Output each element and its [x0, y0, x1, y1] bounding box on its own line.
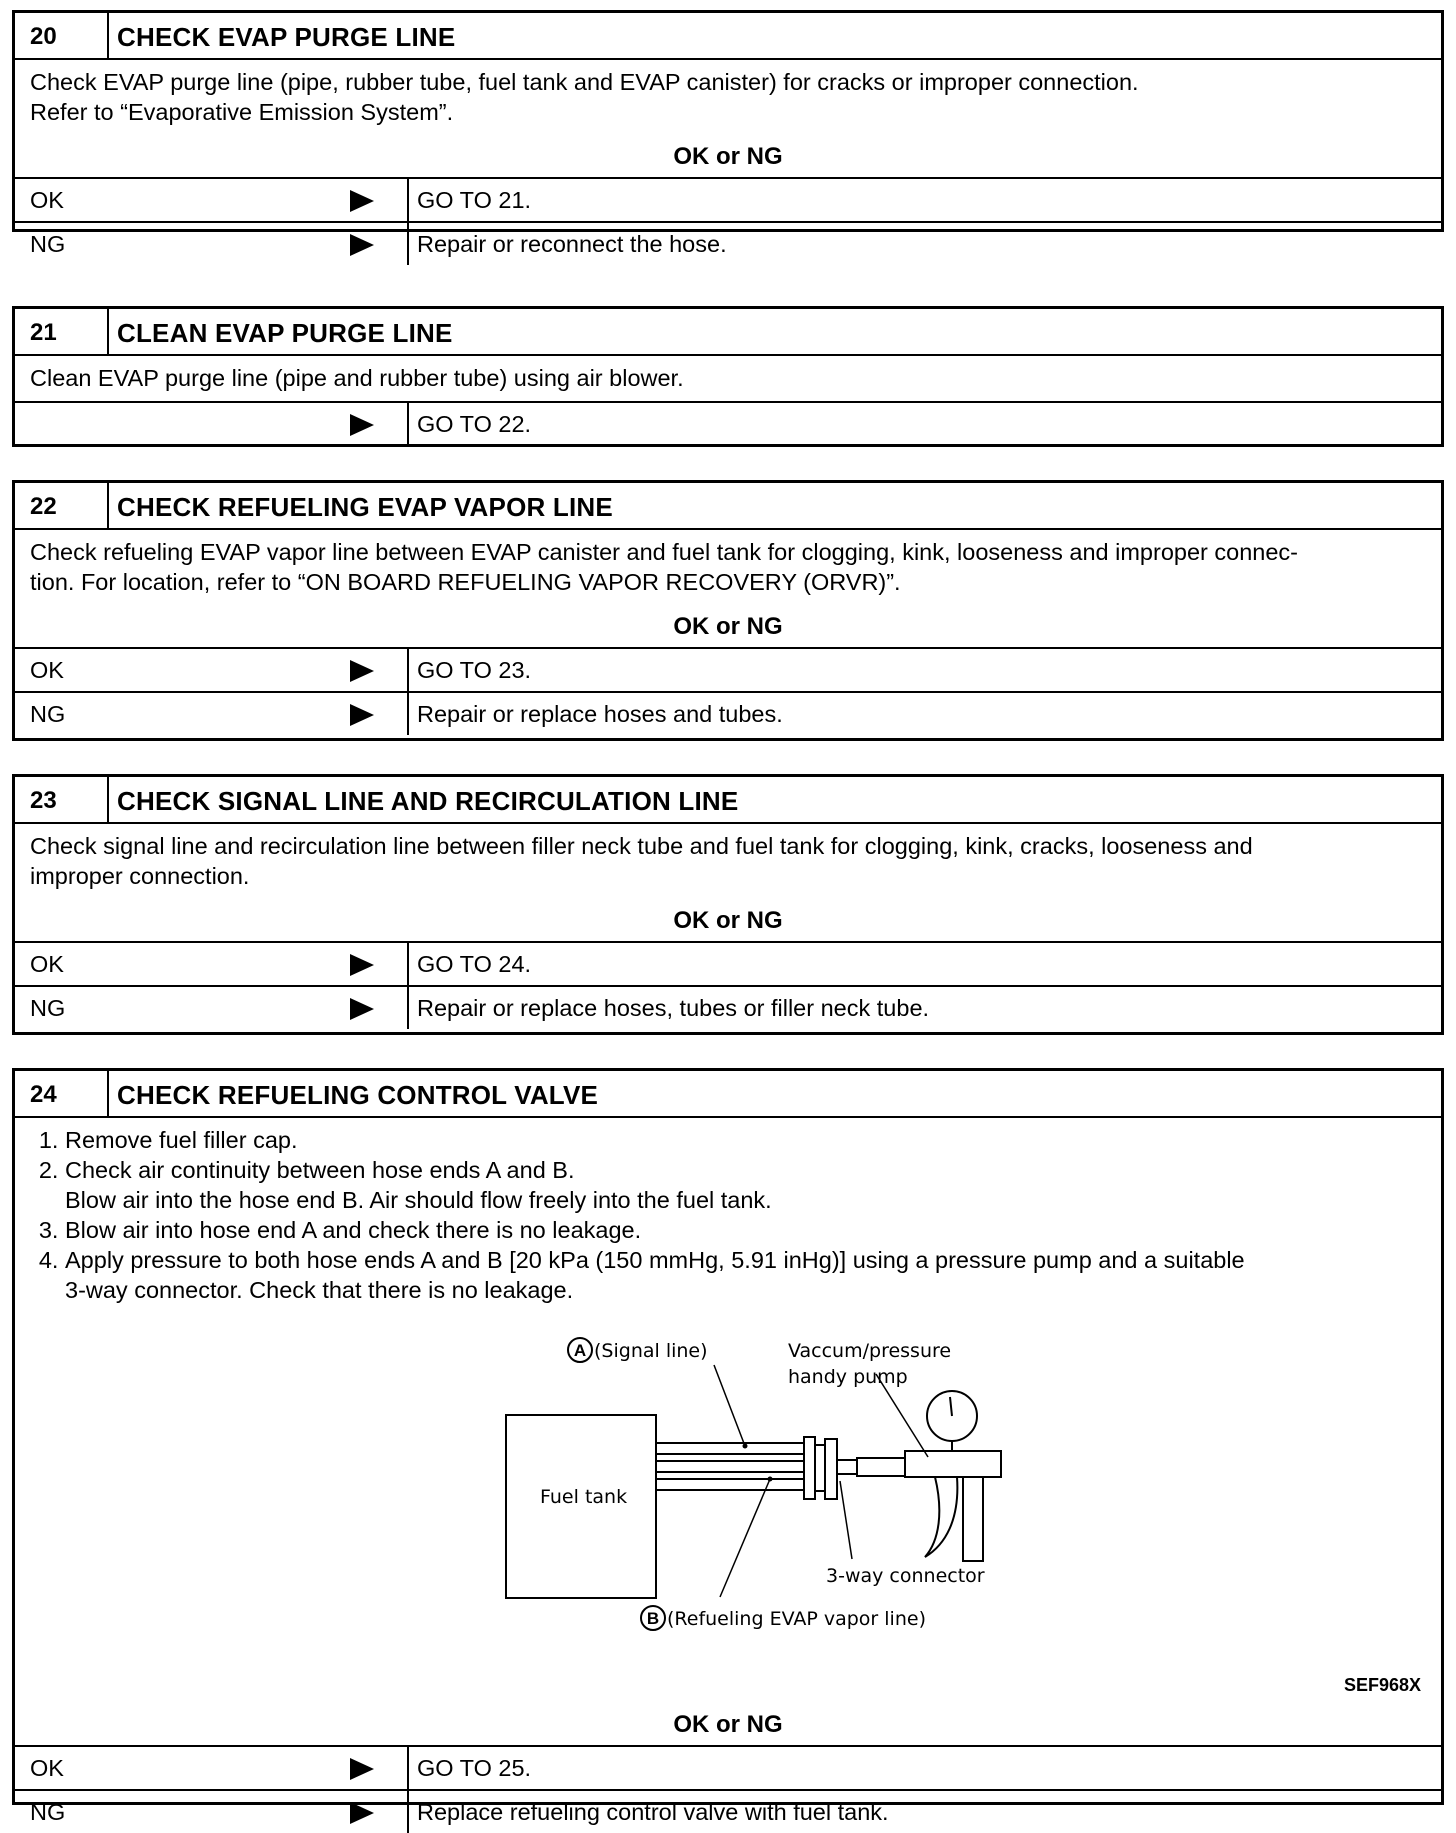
- arrow-right-icon: [350, 234, 374, 256]
- diagram-drawing: [30, 1305, 1430, 1695]
- pump-label-line1: Vaccum/pressure: [788, 1340, 952, 1362]
- list-item-text: Blow air into the hose end B. Air should flow freely into the fuel tank.: [65, 1187, 772, 1213]
- list-item: [65, 1155, 1427, 1215]
- signal-line-label: (Signal line): [594, 1340, 708, 1362]
- result-row-ng: [15, 221, 1441, 265]
- step-header: [15, 309, 1441, 356]
- step-22: [12, 480, 1444, 741]
- ok-or-ng-label: OK or NG: [673, 143, 783, 170]
- result-label: NG: [30, 231, 66, 257]
- list-item: 3. Blow air into hose end A and check there is no leakage.: [65, 1215, 1427, 1245]
- step-body: [15, 60, 1441, 135]
- list-item-text: Check air continuity between hose ends A and B.: [65, 1157, 575, 1183]
- result-row-ng: [15, 1789, 1441, 1833]
- arrow-right-icon: [350, 704, 374, 726]
- vapor-line-label: (Refueling EVAP vapor line): [667, 1608, 926, 1630]
- marker-a-letter: A: [573, 1341, 587, 1360]
- fuel-tank-label: Fuel tank: [540, 1486, 628, 1508]
- result-row-ok: [15, 1745, 1441, 1789]
- step-number: 22: [15, 483, 109, 528]
- result-label: OK: [30, 951, 64, 977]
- body-line: Check EVAP purge line (pipe, rubber tube, fuel tank and EVAP canister) for cracks or improper connection.: [30, 69, 1139, 95]
- step-number: 23: [15, 777, 109, 822]
- result-action: Repair or replace hoses, tubes or filler neck tube.: [417, 995, 930, 1021]
- result-row: [15, 401, 1441, 445]
- body-line: improper connection.: [30, 863, 250, 889]
- step-body: [15, 1118, 1441, 1703]
- result-row-ok: [15, 647, 1441, 691]
- step-header: [15, 483, 1441, 530]
- three-way-connector-shape: [804, 1437, 857, 1499]
- step-header: [15, 1071, 1441, 1118]
- arrow-right-icon: [350, 998, 374, 1020]
- pump-tube: [857, 1458, 905, 1476]
- result-action: Replace refueling control valve with fuel tank.: [417, 1799, 889, 1825]
- step-title: CLEAN EVAP PURGE LINE: [117, 318, 453, 348]
- body-line: Check refueling EVAP vapor line between EVAP canister and fuel tank for clogging, kink, looseness and improper connec-: [30, 539, 1298, 565]
- result-label: OK: [30, 1755, 64, 1781]
- step-body: [15, 356, 1441, 401]
- refueling-valve-diagram: [30, 1305, 1427, 1695]
- step-title: CHECK SIGNAL LINE AND RECIRCULATION LINE: [117, 786, 739, 816]
- result-label: NG: [30, 1799, 66, 1825]
- ok-or-ng-label: OK or NG: [673, 1711, 783, 1738]
- list-item-text: Apply pressure to both hose ends A and B [20 kPa (150 mmHg, 5.91 inHg)] using a pressure pump and a suitable: [65, 1247, 1245, 1273]
- step-title: CHECK EVAP PURGE LINE: [117, 22, 456, 52]
- body-line: Check signal line and recirculation line between filler neck tube and fuel tank for clogging, kink, cracks, looseness and: [30, 833, 1253, 859]
- step-21: [12, 306, 1444, 447]
- step-title: CHECK REFUELING CONTROL VALVE: [117, 1080, 599, 1110]
- arrow-right-icon: [350, 954, 374, 976]
- hose-lines: [656, 1443, 804, 1490]
- result-action: GO TO 22.: [417, 411, 532, 437]
- leader-lines: [714, 1365, 928, 1597]
- connector-label: 3-way connector: [826, 1565, 985, 1587]
- arrow-right-icon: [350, 414, 374, 436]
- result-row-ok: [15, 177, 1441, 221]
- arrow-right-icon: [350, 1802, 374, 1824]
- step-body: [15, 824, 1441, 899]
- result-action: GO TO 25.: [417, 1755, 532, 1781]
- result-row-ok: [15, 941, 1441, 985]
- ok-or-ng-label: OK or NG: [673, 907, 783, 934]
- procedure-list: [30, 1125, 1427, 1305]
- arrow-right-icon: [350, 1758, 374, 1780]
- arrow-right-icon: [350, 660, 374, 682]
- step-23: [12, 774, 1444, 1035]
- figure-code: SEF968X: [1343, 1675, 1421, 1695]
- body-line: Clean EVAP purge line (pipe and rubber tube) using air blower.: [30, 365, 684, 391]
- result-label: NG: [30, 701, 66, 727]
- list-item: 1. Remove fuel filler cap.: [65, 1125, 1427, 1155]
- step-header: [15, 13, 1441, 60]
- step-number: 24: [15, 1071, 109, 1116]
- result-label: OK: [30, 187, 64, 213]
- step-20: [12, 10, 1444, 257]
- result-row-ng: [15, 691, 1441, 735]
- list-item: [65, 1245, 1427, 1305]
- result-label: NG: [30, 995, 66, 1021]
- pump-label-line2: handy pump: [788, 1366, 908, 1388]
- result-action: Repair or reconnect the hose.: [417, 231, 727, 257]
- result-label: OK: [30, 657, 64, 683]
- marker-b-letter: B: [646, 1609, 660, 1628]
- step-header: [15, 777, 1441, 824]
- ok-or-ng-label: OK or NG: [673, 613, 783, 640]
- result-row-ng: [15, 985, 1441, 1029]
- result-action: GO TO 21.: [417, 187, 532, 213]
- list-item-text: 3-way connector. Check that there is no leakage.: [65, 1277, 574, 1303]
- handy-pump-shape: [905, 1391, 1001, 1561]
- step-number: 21: [15, 309, 109, 354]
- body-line: tion. For location, refer to “ON BOARD REFUELING VAPOR RECOVERY (ORVR)”.: [30, 569, 901, 595]
- step-24: [12, 1068, 1444, 1825]
- result-action: GO TO 24.: [417, 951, 532, 977]
- result-action: Repair or replace hoses and tubes.: [417, 701, 783, 727]
- step-title: CHECK REFUELING EVAP VAPOR LINE: [117, 492, 613, 522]
- step-number: 20: [15, 13, 109, 58]
- step-body: [15, 530, 1441, 605]
- body-line: Refer to “Evaporative Emission System”.: [30, 99, 454, 125]
- arrow-right-icon: [350, 190, 374, 212]
- result-action: GO TO 23.: [417, 657, 532, 683]
